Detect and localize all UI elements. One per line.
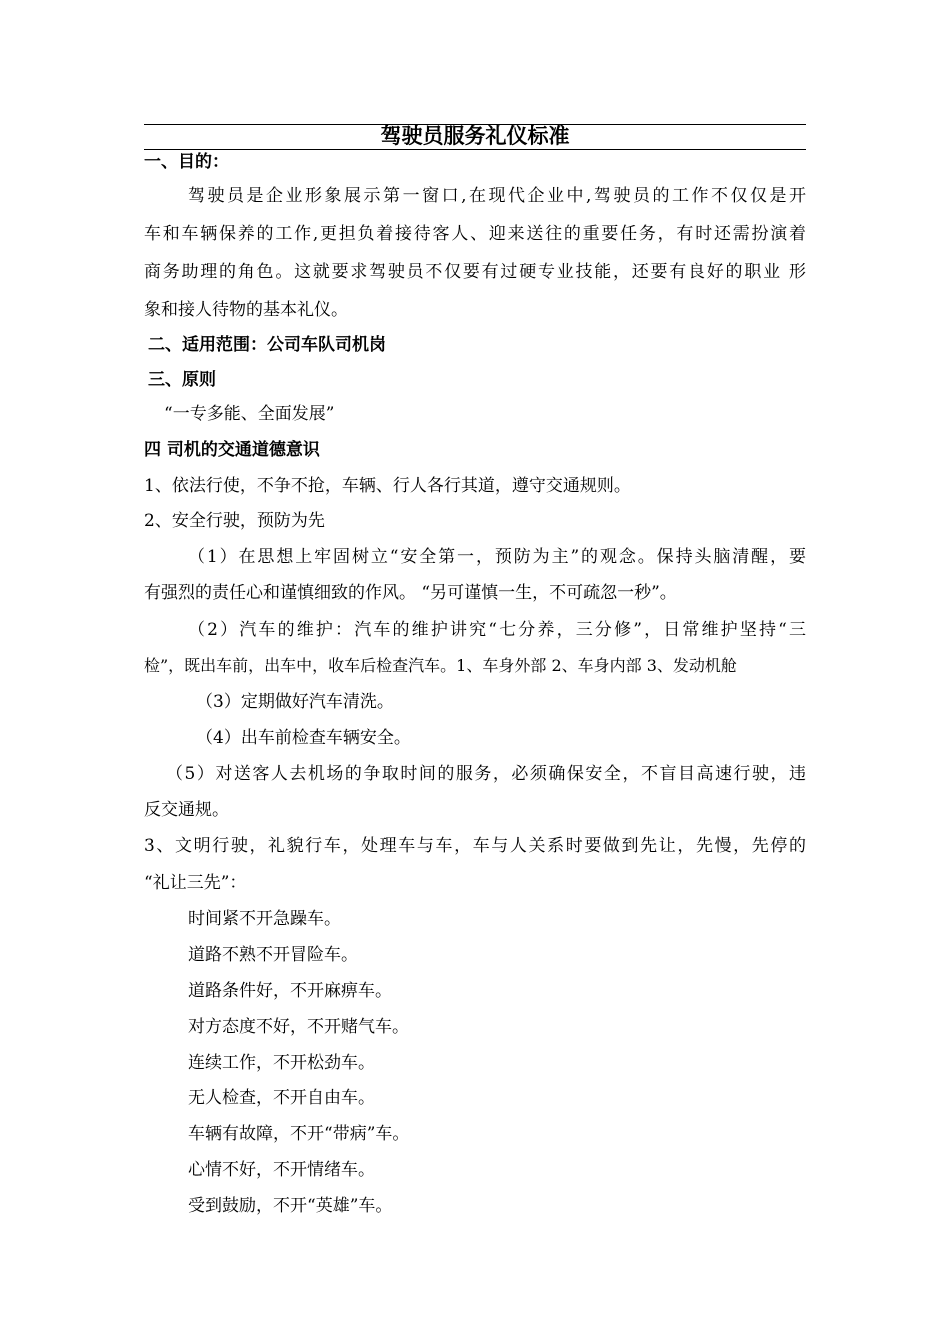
- item-1: 1、依法行使，不争不抢，车辆、行人各行其道，遵守交通规则。: [144, 476, 631, 496]
- item-2-5-line-1: （5）对送客人去机场的争取时间的服务，必须确保安全，不盲目高速行驶，违: [166, 764, 806, 784]
- item-2-2-line-2: 检”，既出车前，出车中，收车后检查汽车。1、车身外部 2、车身内部 3、发动机舱: [144, 656, 737, 675]
- rule-8: 心情不好，不开情绪车。: [188, 1160, 375, 1180]
- purpose-line-4: 象和接人待物的基本礼仪。: [144, 300, 348, 320]
- rule-7: 车辆有故障，不开“带病”车。: [188, 1124, 410, 1144]
- item-2-2-line-1: （2）汽车的维护：汽车的维护讲究“七分养，三分修”，日常维护坚持“三: [188, 620, 806, 640]
- item-3-line-1: 3、文明行驶，礼貌行车，处理车与车，车与人关系时要做到先让，先慢，先停的: [144, 836, 806, 856]
- section-4-heading: 四 司机的交通道德意识: [144, 440, 320, 460]
- section-3-heading: 三、原则: [148, 370, 216, 390]
- purpose-line-1: 驾驶员是企业形象展示第一窗口,在现代企业中,驾驶员的工作不仅仅是开: [188, 186, 806, 206]
- principle-text: “一专多能、全面发展”: [164, 404, 335, 424]
- rule-9: 受到鼓励，不开“英雄”车。: [188, 1196, 393, 1216]
- item-2-4: （4）出车前检查车辆安全。: [196, 728, 411, 748]
- document-title: 驾驶员服务礼仪标准: [380, 124, 570, 148]
- rule-1: 时间紧不开急躁车。: [188, 909, 341, 929]
- rule-6: 无人检查，不开自由车。: [188, 1088, 375, 1108]
- purpose-line-2: 车和车辆保养的工作,更担负着接待客人、迎来送往的重要任务，有时还需扮演着: [144, 224, 806, 244]
- title-bottom-rule: [144, 149, 806, 150]
- section-2-heading: 二、适用范围：公司车队司机岗: [148, 335, 386, 355]
- rule-2: 道路不熟不开冒险车。: [188, 945, 358, 965]
- item-2-5-line-2: 反交通规。: [144, 800, 229, 820]
- item-2-1-line-1: （1）在思想上牢固树立“安全第一，预防为主”的观念。保持头脑清醒，要: [188, 547, 806, 567]
- rule-4: 对方态度不好，不开赌气车。: [188, 1017, 409, 1037]
- rule-5: 连续工作，不开松劲车。: [188, 1053, 375, 1073]
- section-1-heading: 一、目的：: [144, 152, 229, 172]
- item-2-3: （3）定期做好汽车清洗。: [196, 692, 394, 712]
- item-3-line-2: “礼让三先”：: [144, 873, 247, 893]
- purpose-line-3: 商务助理的角色。这就要求驾驶员不仅要有过硬专业技能，还要有良好的职业 形: [144, 262, 806, 282]
- item-2: 2、安全行驶，预防为先: [144, 511, 325, 531]
- item-2-1-line-2: 有强烈的责任心和谨慎细致的作风。 “另可谨慎一生，不可疏忽一秒”。: [144, 583, 677, 603]
- rule-3: 道路条件好，不开麻痹车。: [188, 981, 392, 1001]
